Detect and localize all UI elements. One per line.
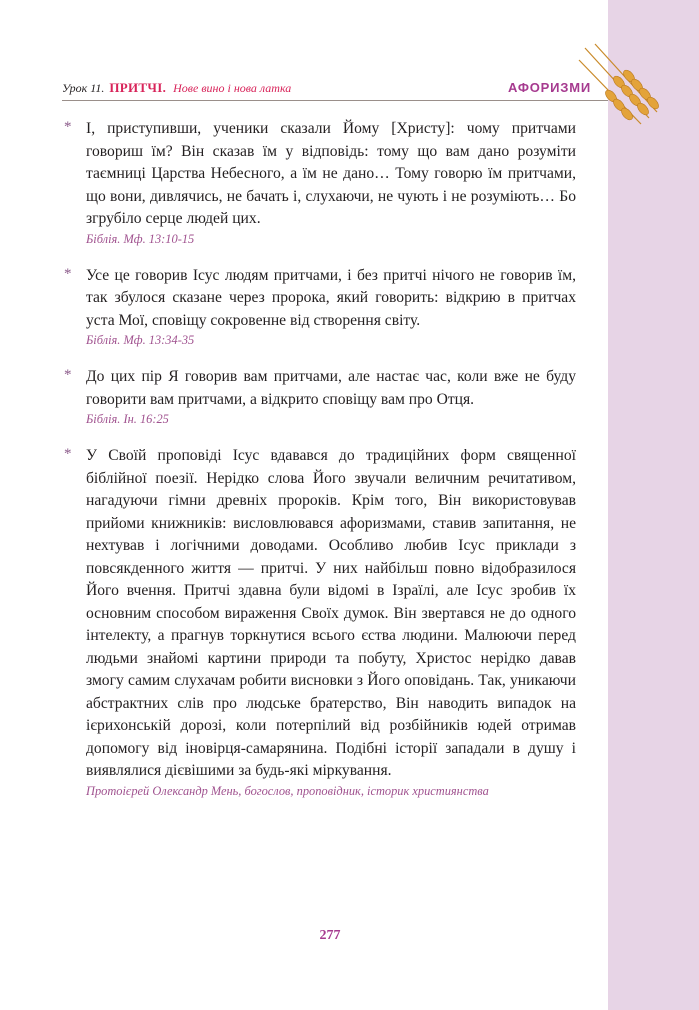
side-color-band [608, 0, 699, 1010]
asterisk-icon: * [64, 446, 72, 462]
aphorism-text: І, приступивши, ученики сказали Йому [Христу]: чому притчами говориш їм? Він сказав їм у відповідь: тому що вам дано розуміти таємниці Царства Небесного, а їм не дано… Тому говорю їм притчами, що вони, дивлячись, не бачать і, слухаючи, не чують і не розуміють… Бо згрубіло серце людей цих. [86, 120, 576, 227]
header-divider [62, 100, 608, 101]
aphorism-source: Біблія. Мф. 13:10-15 [86, 231, 195, 246]
lesson-number: Урок 11. [62, 81, 105, 95]
lesson-subtitle: Нове вино і нова латка [173, 81, 292, 95]
aphorism-entry [64, 366, 576, 427]
asterisk-icon: * [64, 119, 72, 135]
aphorism-source: Біблія. Ін. 16:25 [86, 412, 169, 426]
aphorism-source: Біблія. Мф. 13:34-35 [86, 333, 195, 347]
section-label: АФОРИЗМИ [507, 80, 591, 95]
aphorism-text: До цих пір Я говорив вам притчами, але настає час, коли вже не буду говорити вам притчами, а відкрито сповіщу вам про Отця. [86, 368, 576, 408]
lesson-heading [62, 80, 291, 96]
aphorism-text: Усе це говорив Ісус людям притчами, і без притчі нічого не говорив їм, так збулося сказане через пророка, який говорить: відкрию в притчах уста Мої, сповіщу сокровенне від створення світу. [86, 266, 576, 329]
asterisk-icon: * [64, 265, 72, 282]
lesson-title: ПРИТЧІ. [109, 80, 167, 95]
page-header [62, 80, 599, 100]
aphorism-source: Протоієрей Олександр Мень, богослов, проповідник, історик християнства [86, 783, 489, 798]
aphorism-entry [64, 445, 576, 799]
page-number: 277 [319, 928, 341, 943]
aphorism-text: У Своїй проповіді Ісус вдавався до традиційних форм священної біблійної поезії. Нерідко слова Його звучали величним речитативом, нагадуючи гімни древніх пророків. Крім того, Він використовував прийоми книжників: висловлювався афоризмами, ставив запитання, не нехтував і логічними доводами. Особливо любив Ісус приклади з повсякденного життя — притчі. У них найбільш повно відобразилося Його вчення. Притчі здавна були відомі в Ізраїлі, але Ісус зробив їх основним способом вираження Своїх думок. Він звертався не до одного інтелекту, а прагнув торкнутися всього єства людини. Малюючи перед людьми знайомі картини природи та побуту, Христос нерідко давав змогу самим слухачам робити висновки з Його оповідань. Так, уникаючи абстрактних слів про людське братерство, Він наводить випадок на ієрихонській дорозі, коли потерпілий від розбійників юдей отримав допомогу від іновірця-самарянина. Подібні історії западали в душу і виявлялися дієвішими за будь-які міркування. [86, 447, 576, 779]
aphorism-entry [64, 118, 576, 247]
aphorism-entry [64, 265, 576, 349]
asterisk-icon: * [64, 367, 72, 383]
aphorism-list [64, 118, 576, 817]
